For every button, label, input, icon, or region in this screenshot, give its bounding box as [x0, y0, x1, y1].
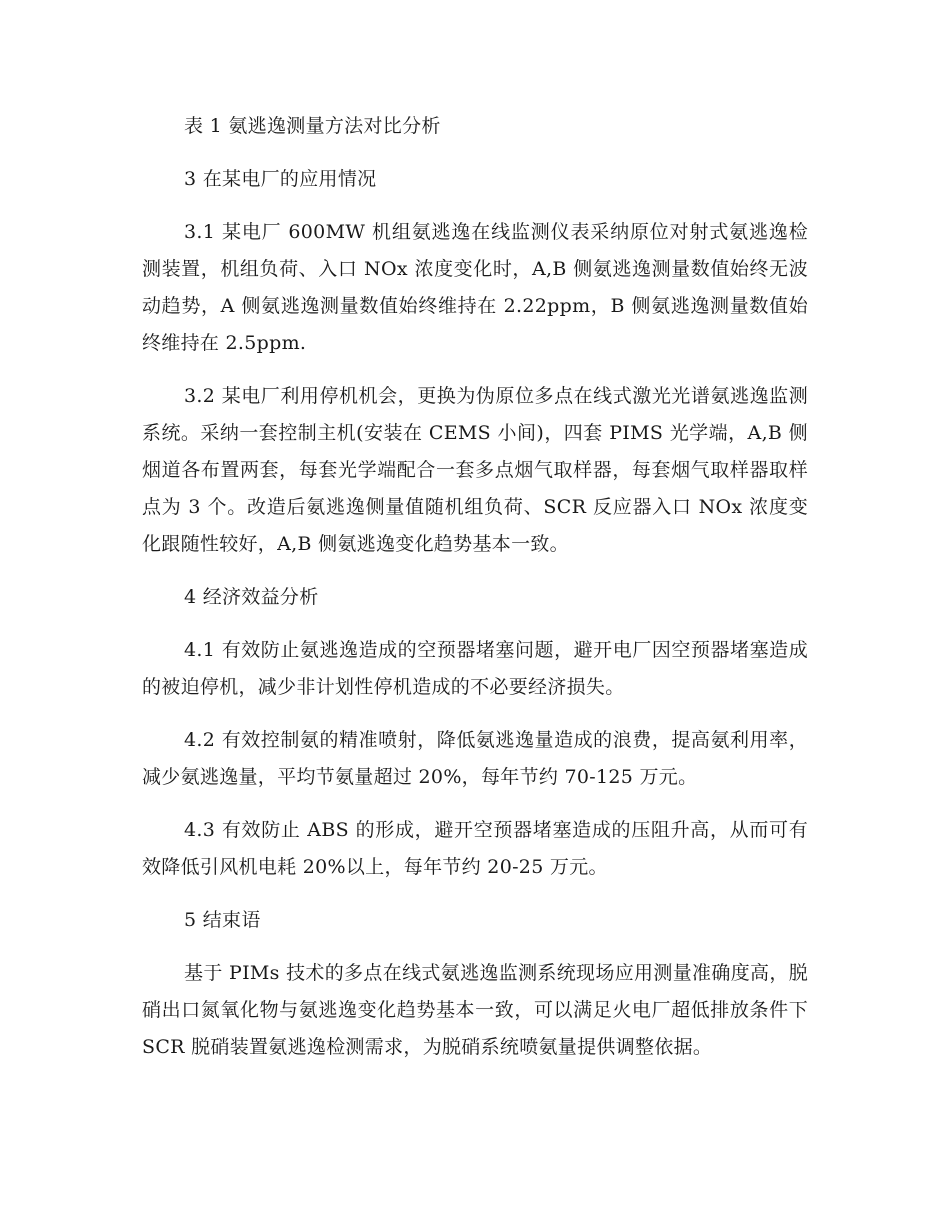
paragraph-4-1: 4.1 有效防止氨逃逸造成的空预器堵塞问题，避开电厂因空预器堵塞造成的被迫停机，减少非计划性停机造成的不必要经济损失。 [142, 639, 808, 698]
paragraph-4-2: 4.2 有效控制氨的精准喷射，降低氨逃逸量造成的浪费，提高氨利用率，减少氨逃逸量，平均节氨量超过 20%，每年节约 70-125 万元。 [142, 729, 808, 788]
paragraph-4-3: 4.3 有效防止 ABS 的形成，避开空预器堵塞造成的压阻升高，从而可有效降低引风机电耗 20%以上，每年节约 20-25 万元。 [142, 819, 808, 878]
paragraph-3-2: 3.2 某电厂利用停机机会，更换为伪原位多点在线式激光光谱氨逃逸监测系统。采纳一套控制主机(安装在 CEMS 小间)，四套 PIMS 光学端，A,B 侧烟道各布置两套，每套光学端配合一套多点烟气取样器，每套烟气取样器取样点为 3 个。改造后氨逃逸侧量值随机组负荷、SCR 反应器入口 NOx 浓度变化跟随性较好，A,B 侧氨逃逸变化趋势基本一致。 [142, 385, 808, 555]
table-caption: 表 1 氨逃逸测量方法对比分析 [184, 115, 441, 137]
section-4-title: 4 经济效益分析 [184, 586, 319, 608]
paragraph-5: 基于 PIMs 技术的多点在线式氨逃逸监测系统现场应用测量准确度高，脱硝出口氮氧化物与氨逃逸变化趋势基本一致，可以满足火电厂超低排放条件下 SCR 脱硝装置氨逃逸检测需求，为脱硝系统喷氨量提供调整依据。 [142, 962, 808, 1058]
section-5-title: 5 结束语 [184, 909, 261, 931]
document-page [142, 108, 808, 1082]
paragraph-3-1: 3.1 某电厂 600MW 机组氨逃逸在线监测仪表采纳原位对射式氨逃逸检测装置，机组负荷、入口 NOx 浓度变化时，A,B 侧氨逃逸测量数值始终无波动趋势，A 侧氨逃逸测量数值始终维持在 2.22ppm，B 侧氨逃逸测量数值始终维持在 2.5ppm. [142, 221, 808, 354]
section-3-title: 3 在某电厂的应用情况 [184, 168, 377, 190]
